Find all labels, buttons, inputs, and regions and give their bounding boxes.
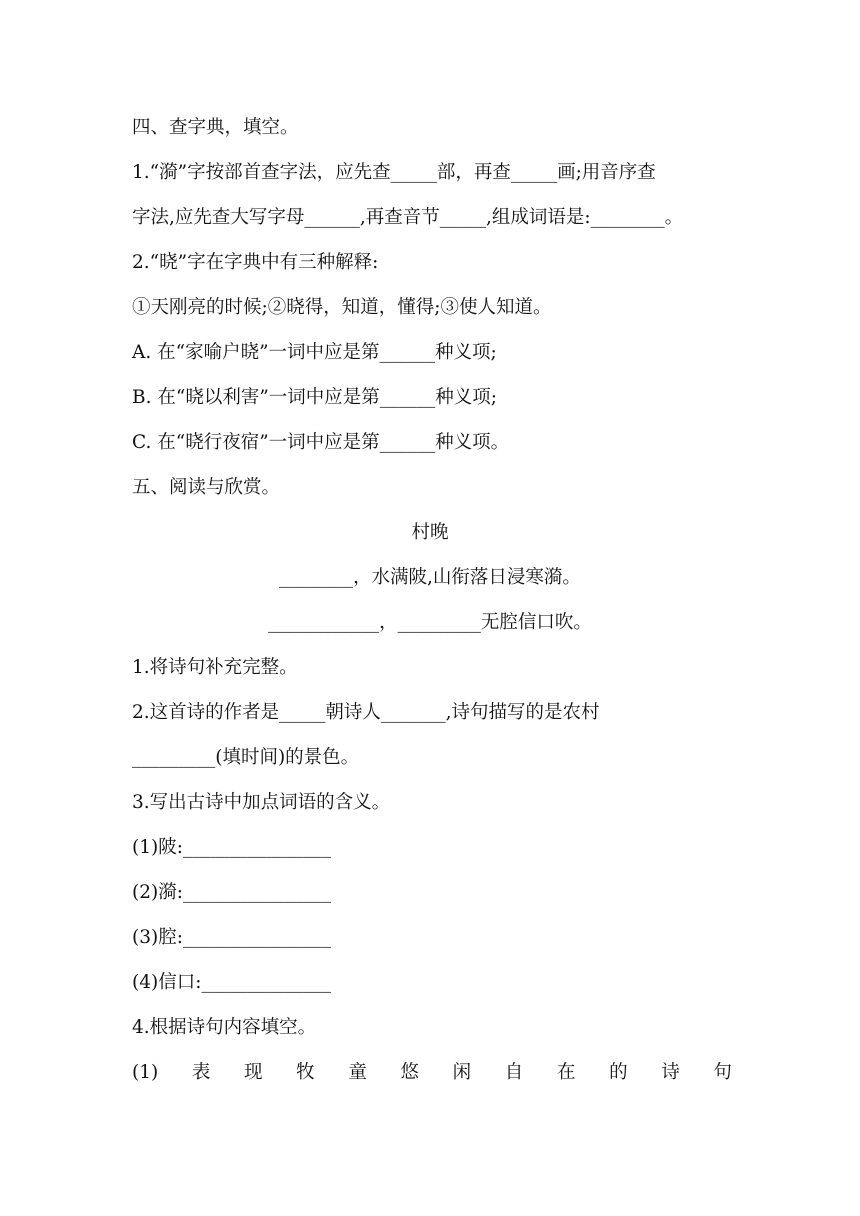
question-1-line-2: 字法,应先查大写字母______,再查音节_____,组成词语是:________。 [132,207,684,228]
question-3-item-1: (1)陂:________________ [132,837,331,858]
q4-char: 现 [244,1062,263,1083]
q4-char: 诗 [661,1062,680,1083]
q4-char: 的 [609,1062,628,1083]
question-2-definitions: ①天刚亮的时候;②晓得，知道，懂得;③使人知道。 [132,297,552,318]
q4-char: 悠 [400,1062,419,1083]
question-1-line-1: 1.“漪”字按部首查字法，应先查_____部，再查_____画;用音序查 [132,162,656,183]
q4-char: 牧 [296,1062,315,1083]
poem-line-2: ____________，_________无腔信口吹。 [268,612,592,633]
question-2-option-a: A. 在“家喻户晓”一词中应是第______种义项; [132,342,497,363]
poem-line-1: ________，水满陂,山衔落日浸寒漪。 [279,567,581,588]
question-4-item-1 [132,1061,732,1085]
question-3-item-3: (3)腔:________________ [132,927,331,948]
question-2-option-c: C. 在“晓行夜宿”一词中应是第______种义项。 [132,432,510,453]
reading-question-2-line-2: _________(填时间)的景色。 [132,747,360,768]
reading-question-4: 4.根据诗句内容填空。 [132,1017,317,1038]
q4-char: 表 [191,1062,211,1083]
q4-char: 闲 [452,1062,472,1083]
poem-title: 村晚 [411,522,449,543]
reading-question-3: 3.写出古诗中加点词语的含义。 [132,792,391,813]
q4-char: 句 [713,1062,732,1083]
q4-char: (1) [132,1062,159,1083]
question-2-option-b: B. 在“晓以利害”一词中应是第______种义项; [132,387,498,408]
section-4-title: 四、查字典，填空。 [132,117,299,138]
question-3-item-2: (2)漪:________________ [132,882,331,903]
question-3-item-4: (4)信口:______________ [132,972,331,993]
q4-char: 自 [504,1062,524,1083]
reading-question-1: 1.将诗句补充完整。 [132,657,298,678]
section-5-title: 五、阅读与欣赏。 [132,477,281,498]
q4-char: 童 [348,1062,367,1083]
q4-char: 在 [556,1062,576,1083]
reading-question-2-line-1: 2.这首诗的作者是_____朝诗人_______,诗句描写的是农村 [132,702,600,723]
question-2-intro: 2.“晓”字在字典中有三种解释: [132,252,379,273]
